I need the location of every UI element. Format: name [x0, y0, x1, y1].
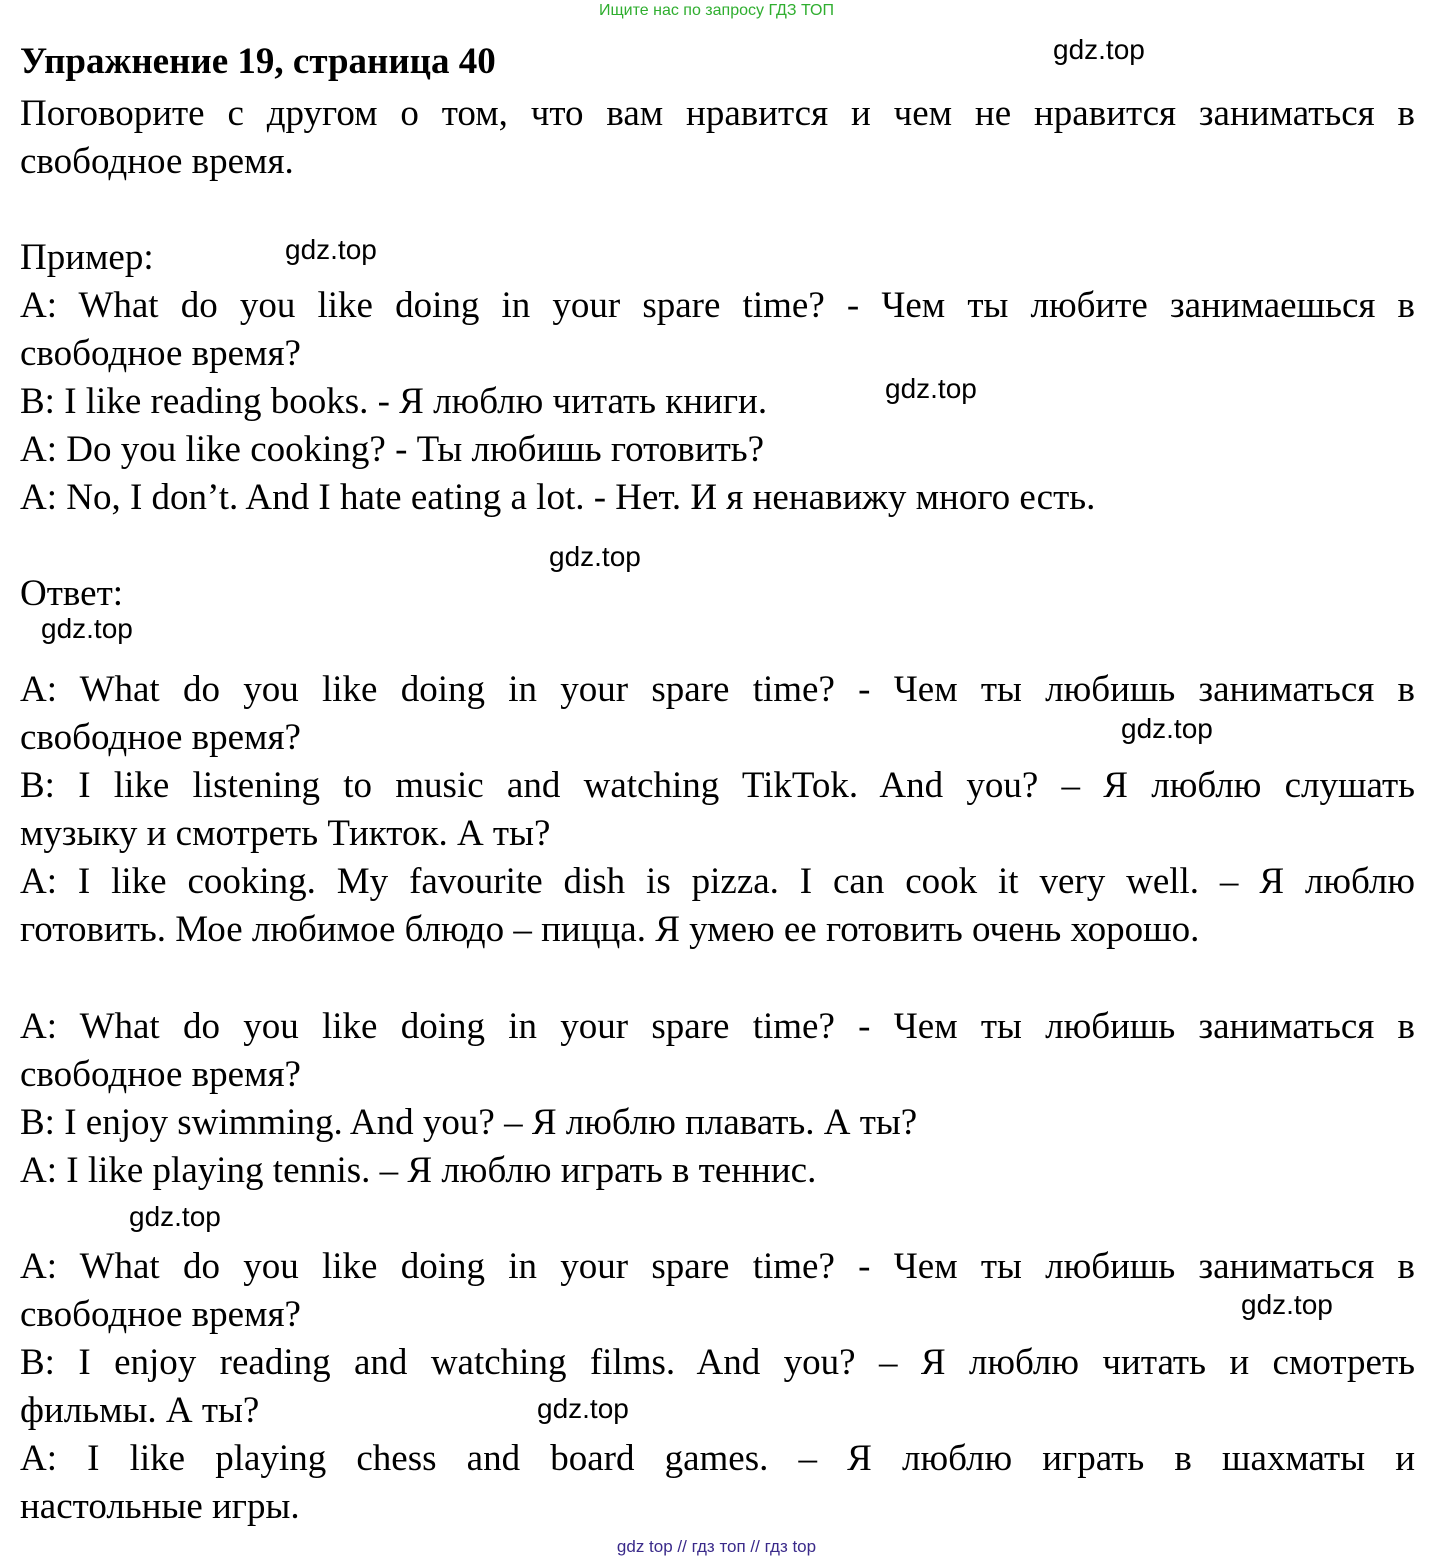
- watermark: gdz.top: [41, 613, 133, 644]
- footer-note: gdz top // гдз топ // гдз top: [616, 1537, 817, 1556]
- example-line: A: No, I don’t. And I hate eating a lot. - Нет. И я ненавижу много есть.: [20, 477, 1096, 518]
- top-search-note: Ищите нас по запросу ГДЗ ТОП: [599, 2, 834, 19]
- answer-line: A: What do you like doing in your spare time? - Чем ты любишь заниматься в: [20, 669, 1415, 710]
- watermark: gdz.top: [1121, 713, 1213, 744]
- answer-label: Ответ:: [20, 573, 124, 614]
- example-line: B: I like reading books. - Я люблю читать книги.: [20, 381, 768, 422]
- answer-line: свободное время?: [20, 717, 301, 758]
- example-label: Пример:: [20, 237, 154, 278]
- answer-line: готовить. Мое любимое блюдо – пицца. Я умею ее готовить очень хорошо.: [20, 909, 1200, 950]
- answer-line: свободное время?: [20, 1054, 301, 1095]
- watermark: gdz.top: [885, 373, 977, 404]
- answer-line: настольные игры.: [20, 1486, 300, 1527]
- answer-line: A: I like cooking. My favourite dish is pizza. I can cook it very well. – Я люблю: [20, 861, 1415, 902]
- watermark: gdz.top: [1053, 34, 1145, 65]
- answer-line: B: I like listening to music and watching TikTok. And you? – Я люблю слушать: [20, 765, 1415, 806]
- answer-line: A: I like playing tennis. – Я люблю играть в теннис.: [20, 1150, 817, 1191]
- answer-line: фильмы. А ты?: [20, 1390, 260, 1431]
- example-line: свободное время?: [20, 333, 301, 374]
- watermark: gdz.top: [1241, 1289, 1333, 1320]
- task-line: Поговорите с другом о том, что вам нравится и чем не нравится заниматься в: [20, 93, 1415, 134]
- answer-line: A: What do you like doing in your spare time? - Чем ты любишь заниматься в: [20, 1006, 1415, 1047]
- watermark: gdz.top: [537, 1393, 629, 1424]
- watermark: gdz.top: [285, 234, 377, 265]
- watermark: gdz.top: [129, 1201, 221, 1232]
- answer-line: B: I enjoy reading and watching films. And you? – Я люблю читать и смотреть: [20, 1342, 1415, 1383]
- answer-line: A: I like playing chess and board games. – Я люблю играть в шахматы и: [20, 1438, 1415, 1479]
- watermark: gdz.top: [549, 541, 641, 572]
- page-title: Упражнение 19, страница 40: [20, 41, 496, 82]
- answer-line: свободное время?: [20, 1294, 301, 1335]
- answer-line: B: I enjoy swimming. And you? – Я люблю плавать. А ты?: [20, 1102, 918, 1143]
- example-line: A: Do you like cooking? - Ты любишь готовить?: [20, 429, 765, 470]
- answer-line: A: What do you like doing in your spare time? - Чем ты любишь заниматься в: [20, 1246, 1415, 1287]
- example-line: A: What do you like doing in your spare time? - Чем ты любите занимаешься в: [20, 285, 1415, 326]
- answer-line: музыку и смотреть Тикток. А ты?: [20, 813, 551, 854]
- task-line: свободное время.: [20, 141, 294, 182]
